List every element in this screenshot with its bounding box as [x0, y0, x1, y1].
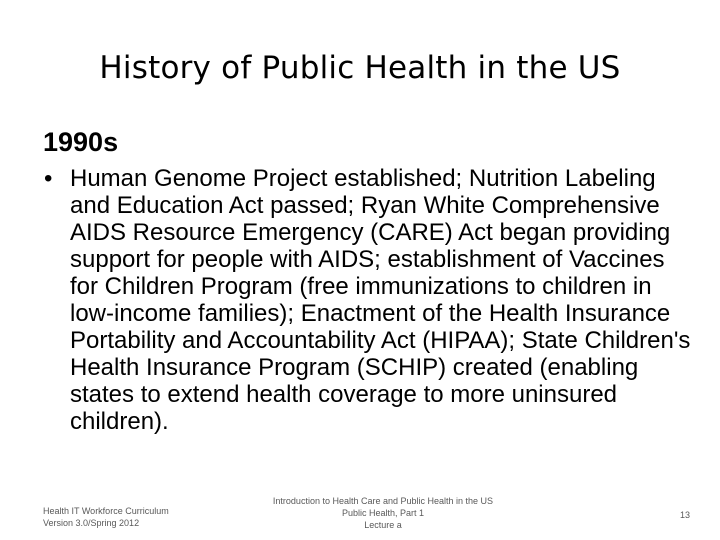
section-heading: 1990s: [43, 127, 119, 157]
footer-course-title: Introduction to Health Care and Public Health in the US: [272, 496, 494, 506]
footer-course-info: [253, 495, 513, 531]
bullet-text: Human Genome Project established; Nutrition Labeling and Education Act passed; Ryan White Comprehensive AIDS Resource Emergency (CARE) Act began providing support for people with AIDS; establishment of Vaccines for Children Program (free immunizations to children in low-income families); Enactment of the Health Insurance Portability and Accountability Act (HIPAA); State Children's Health Insurance Program (SCHIP) created (enabling states to extend health coverage to more uninsured children).: [70, 165, 691, 435]
page-number: 13: [679, 510, 690, 520]
footer-unit: Public Health, Part 1: [341, 508, 425, 518]
bullet-dot-icon: •: [44, 165, 53, 192]
footer-curriculum-name: Health IT Workforce Curriculum: [43, 506, 169, 516]
slide-title: History of Public Health in the US: [99, 50, 621, 86]
footer-curriculum-info: [43, 505, 169, 529]
footer-lecture: Lecture a: [364, 520, 402, 530]
footer-version: Version 3.0/Spring 2012: [43, 518, 140, 528]
